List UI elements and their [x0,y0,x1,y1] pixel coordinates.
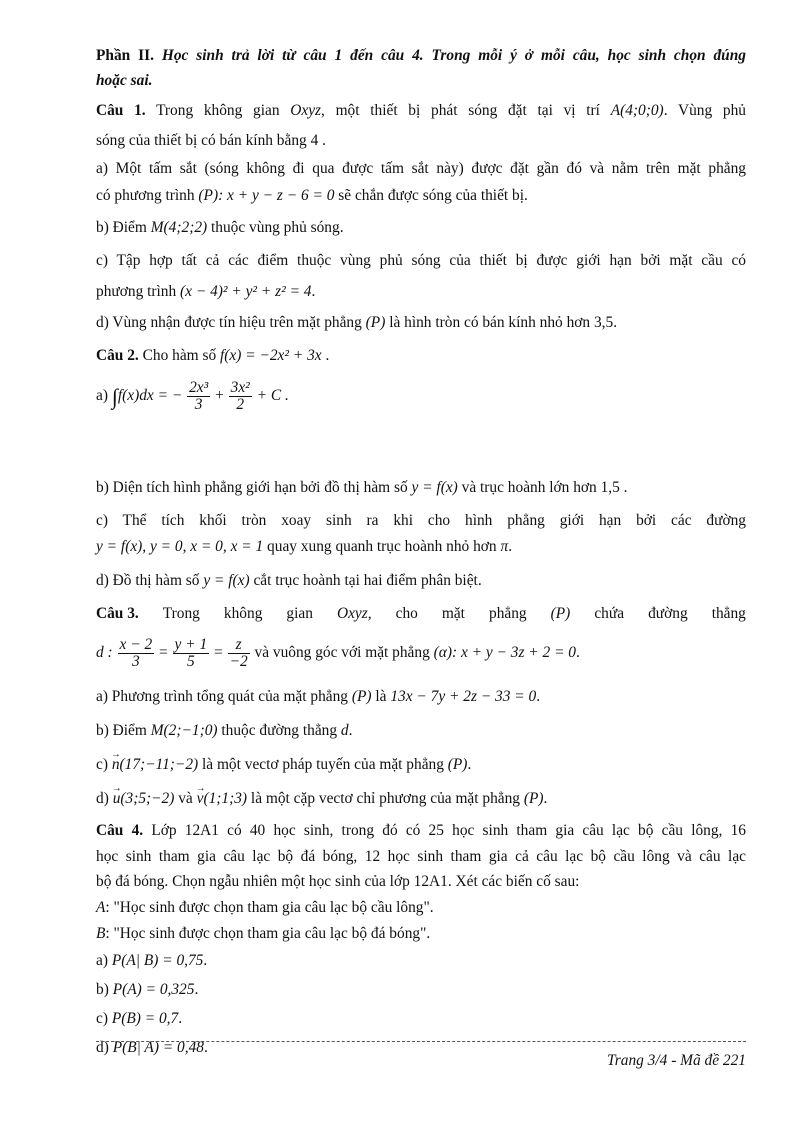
section-label: Phần II. [96,47,154,64]
q3-end: . [576,644,580,661]
q3-c-text: là một vectơ pháp tuyến của mặt phẳng [202,756,444,773]
q3-plane: (P) [550,605,571,622]
q1-text: Trong không gian [156,102,280,119]
q1-c-text2: phương trình [96,283,177,300]
q3-d-plane: (P) [523,790,544,807]
footer-divider [96,1041,746,1042]
q3-a-end: . [536,688,541,705]
q1-option-c-line1 [96,251,746,271]
q2-function: f(x) = −2x² + 3x [220,347,322,364]
q2-b-text2: và trục hoành lớn hơn 1,5 . [461,479,628,496]
q1-b-text2: thuộc vùng phủ sóng. [211,219,344,236]
q3-a-equation: 13x − 7y + 2z − 33 = 0 [390,688,537,705]
vector-u: u → [113,789,121,809]
q1-c-text: c) Tập hợp tất cả các điểm thuộc vùng phủ sóng của thiết bị được giới hạn bởi mặt cầu có [96,252,746,269]
q3-d-and: và [178,790,193,807]
q4-d-end: . [203,1039,208,1056]
q1-option-a-line2 [96,186,746,206]
q3-word: gian [286,605,313,622]
q4-b-end: . [194,981,199,998]
q1-d-text2: là hình tròn có bán kính nhỏ hơn 3,5. [389,314,618,331]
q4-text1: Lớp 12A1 có 40 học sinh, trong đó có 25 học sinh tham gia câu lạc bộ cầu lông, 16 [151,822,746,839]
frac-num: x − 2 [119,635,153,653]
q3-c-label: c) [96,756,108,773]
frac-den: 2 [236,395,245,413]
q3-a-plane: (P) [351,688,372,705]
q1-option-b [96,218,746,238]
pi-symbol: π [500,538,509,555]
q1-label: Câu 1. [96,102,146,119]
q4-event-b [96,924,746,944]
q2-option-d [96,571,746,591]
q3-word: chứa [594,605,625,622]
q4-b-label: b) [96,981,109,998]
q4-b-prob: P(A) = 0,325 [112,981,195,998]
q3-c-end: . [467,756,472,773]
q2-b-text: b) Diện tích hình phẳng giới hạn bởi đồ thị hàm số [96,479,408,496]
q2-d-text: d) Đồ thị hàm số [96,572,200,589]
q2-a-label: a) [96,387,108,404]
event-a-text: : "Học sinh được chọn tham gia câu lạc bộ cầu lông". [105,899,434,916]
q2-d-text2: cắt trục hoành tại hai điểm phân biệt. [253,572,482,589]
q3-text: và vuông góc với mặt phẳng [254,644,430,661]
q1-a-text: a) Một tấm sắt (sóng không đi qua được tấm sắt này) được đặt gần đó và nằm trên mặt phẳng [96,160,746,177]
q3-option-c [96,755,746,775]
q3-alpha-plane: (α): x + y − 3z + 2 = 0 [433,644,577,661]
q1-c-sphere-eq: (x − 4)² + y² + z² = 4 [180,283,312,300]
section-instructions: Học sinh trả lời từ câu 1 đến câu 4. Trong mỗi ý ở mỗi câu, học sinh chọn đúng [161,47,746,64]
q2-text: Cho hàm số [142,347,217,364]
vector-v: v → [197,789,204,809]
section-instructions-cont: hoặc sai. [96,72,153,89]
q2-option-c-line2 [96,537,746,557]
q4-option-c [96,1009,746,1029]
line-d-name: d : [96,644,113,661]
q3-c-plane: (P) [447,756,468,773]
q1-a-plane-eq: (P): x + y − z − 6 = 0 [198,187,335,204]
q3-d-text: là một cặp vectơ chỉ phương của mặt phẳng [250,790,520,807]
q1-b-text: b) Điểm [96,219,147,236]
vector-n-coords: (17;−11;−2) [119,756,199,773]
q1-a-text3: sẽ chắn được sóng của thiết bị. [338,187,528,204]
q3-b-text2: thuộc đường thẳng [221,722,338,739]
q4-text3: bộ đá bóng. Chọn ngẫu nhiên một học sinh của lớp 12A1. Xét các biến cố sau: [96,873,580,890]
q2-a-fraction-1 [187,380,210,413]
q2-a-lhs: f(x)dx = − [117,387,183,404]
q2-c-end: . [508,538,513,555]
q2-c-text2: quay xung quanh trục hoành nhỏ hơn [267,538,497,555]
q2-a-tail: + C . [256,387,289,404]
q4-d-prob: P(B| A) = 0,48 [112,1039,204,1056]
q3-word: mặt [441,605,465,622]
q1-option-d [96,313,746,333]
frac-den: −2 [229,652,248,670]
event-b-text: : "Học sinh được chọn tham gia câu lạc bộ đá bóng". [105,925,431,942]
equals-sign: = [159,644,168,661]
q4-option-b [96,980,746,1000]
frac-num: z [228,637,250,654]
q2-b-function: y = f(x) [411,479,458,496]
line-d-fraction-z [228,637,250,670]
q2-option-a [96,376,746,416]
frac-den: 3 [131,652,140,670]
q3-b-point: M(2;−1;0) [150,722,218,739]
q1-text3: . Vùng phủ [663,102,746,119]
q3-stem-line1 [96,604,746,624]
frac-num: y + 1 [174,635,208,653]
q4-stem-line2 [96,847,746,867]
vector-v-coords: (1;1;3) [203,790,248,807]
q3-b-text: b) Điểm [96,722,147,739]
q1-c-end: . [311,283,316,300]
q3-a-text: a) Phương trình tổng quát của mặt phẳng [96,688,348,705]
q4-text2: học sinh tham gia câu lạc bộ đá bóng, 12 học sinh tham gia cả câu lạc bộ cầu lông và câu lạc [96,848,746,865]
q3-word: Trong [162,605,200,622]
plus-sign: + [215,387,224,404]
q3-option-d [96,789,746,809]
q3-word: phẳng [489,605,527,622]
q3-line-d [96,632,746,674]
q2-end: . [325,347,330,364]
page-footer: Trang 3/4 - Mã đề 221 [607,1052,746,1069]
q3-space: Oxyz, [336,605,372,622]
q3-d-end: . [543,790,548,807]
q3-label: Câu 3. [96,605,139,622]
q3-d-label: d) [96,790,109,807]
frac-den: 5 [187,652,195,670]
q1-radius-text: sóng của thiết bị có bán kính bằng 4 . [96,132,326,149]
q4-stem-line1 [96,821,746,841]
section-heading-line2 [96,71,746,91]
q4-label: Câu 4. [96,822,144,839]
q1-space: Oxyz [290,102,322,119]
q1-stem-line1 [96,101,746,121]
q1-a-text2: có phương trình [96,187,195,204]
q3-option-b [96,721,746,741]
q4-stem-line3 [96,872,746,892]
q4-c-end: . [178,1010,183,1027]
q2-label: Câu 2. [96,347,139,364]
q4-c-label: c) [96,1010,108,1027]
q3-word: đường [648,605,688,622]
event-b-name: B [96,925,106,942]
q4-option-a [96,951,746,971]
q3-a-text2: là [375,688,387,705]
q3-word: không [223,605,263,622]
q1-stem-line2 [96,131,746,151]
q2-a-fraction-2 [229,380,252,413]
q4-a-label: a) [96,952,108,969]
q1-point-a: A(4;0;0) [610,102,664,119]
q2-stem [96,346,746,366]
q4-a-prob: P(A| B) = 0,75 [111,952,204,969]
frac-num: 3x² [230,378,250,396]
q1-d-text: d) Vùng nhận được tín hiệu trên mặt phẳng [96,314,362,331]
frac-num: 2x³ [189,378,209,396]
frac-den: 3 [194,395,203,413]
q1-d-plane: (P) [365,314,386,331]
q4-c-prob: P(B) = 0,7 [111,1010,179,1027]
line-d-fraction-y [173,637,210,670]
q2-option-c-line1 [96,511,746,531]
equals-sign: = [214,644,223,661]
q3-b-line: d [340,722,349,739]
q4-a-end: . [203,952,208,969]
q2-d-function: y = f(x) [203,572,250,589]
q2-c-text: c) Thể tích khối tròn xoay sinh ra khi cho hình phẳng giới hạn bởi các đường [96,512,746,529]
vector-n: n → [112,755,120,775]
q2-option-b [96,478,746,498]
q2-c-curves: y = f(x), y = 0, x = 0, x = 1 [96,538,264,555]
q3-option-a [96,687,746,707]
q1-b-point: M(4;2;2) [150,219,208,236]
q3-word: cho [395,605,418,622]
vector-u-coords: (3;5;−2) [120,790,175,807]
line-d-fraction-x [118,637,155,670]
event-a-name: A [96,899,106,916]
q3-b-end: . [348,722,353,739]
q3-word: thẳng [711,605,746,622]
q1-text2: , một thiết bị phát sóng đặt tại vị trí [321,102,600,119]
q4-d-label: d) [96,1039,109,1056]
q1-option-a-line1 [96,159,746,179]
q4-event-a [96,898,746,918]
section-heading-line1 [96,46,746,66]
q1-option-c-line2 [96,282,746,302]
integral-sign: ∫ [111,384,118,409]
